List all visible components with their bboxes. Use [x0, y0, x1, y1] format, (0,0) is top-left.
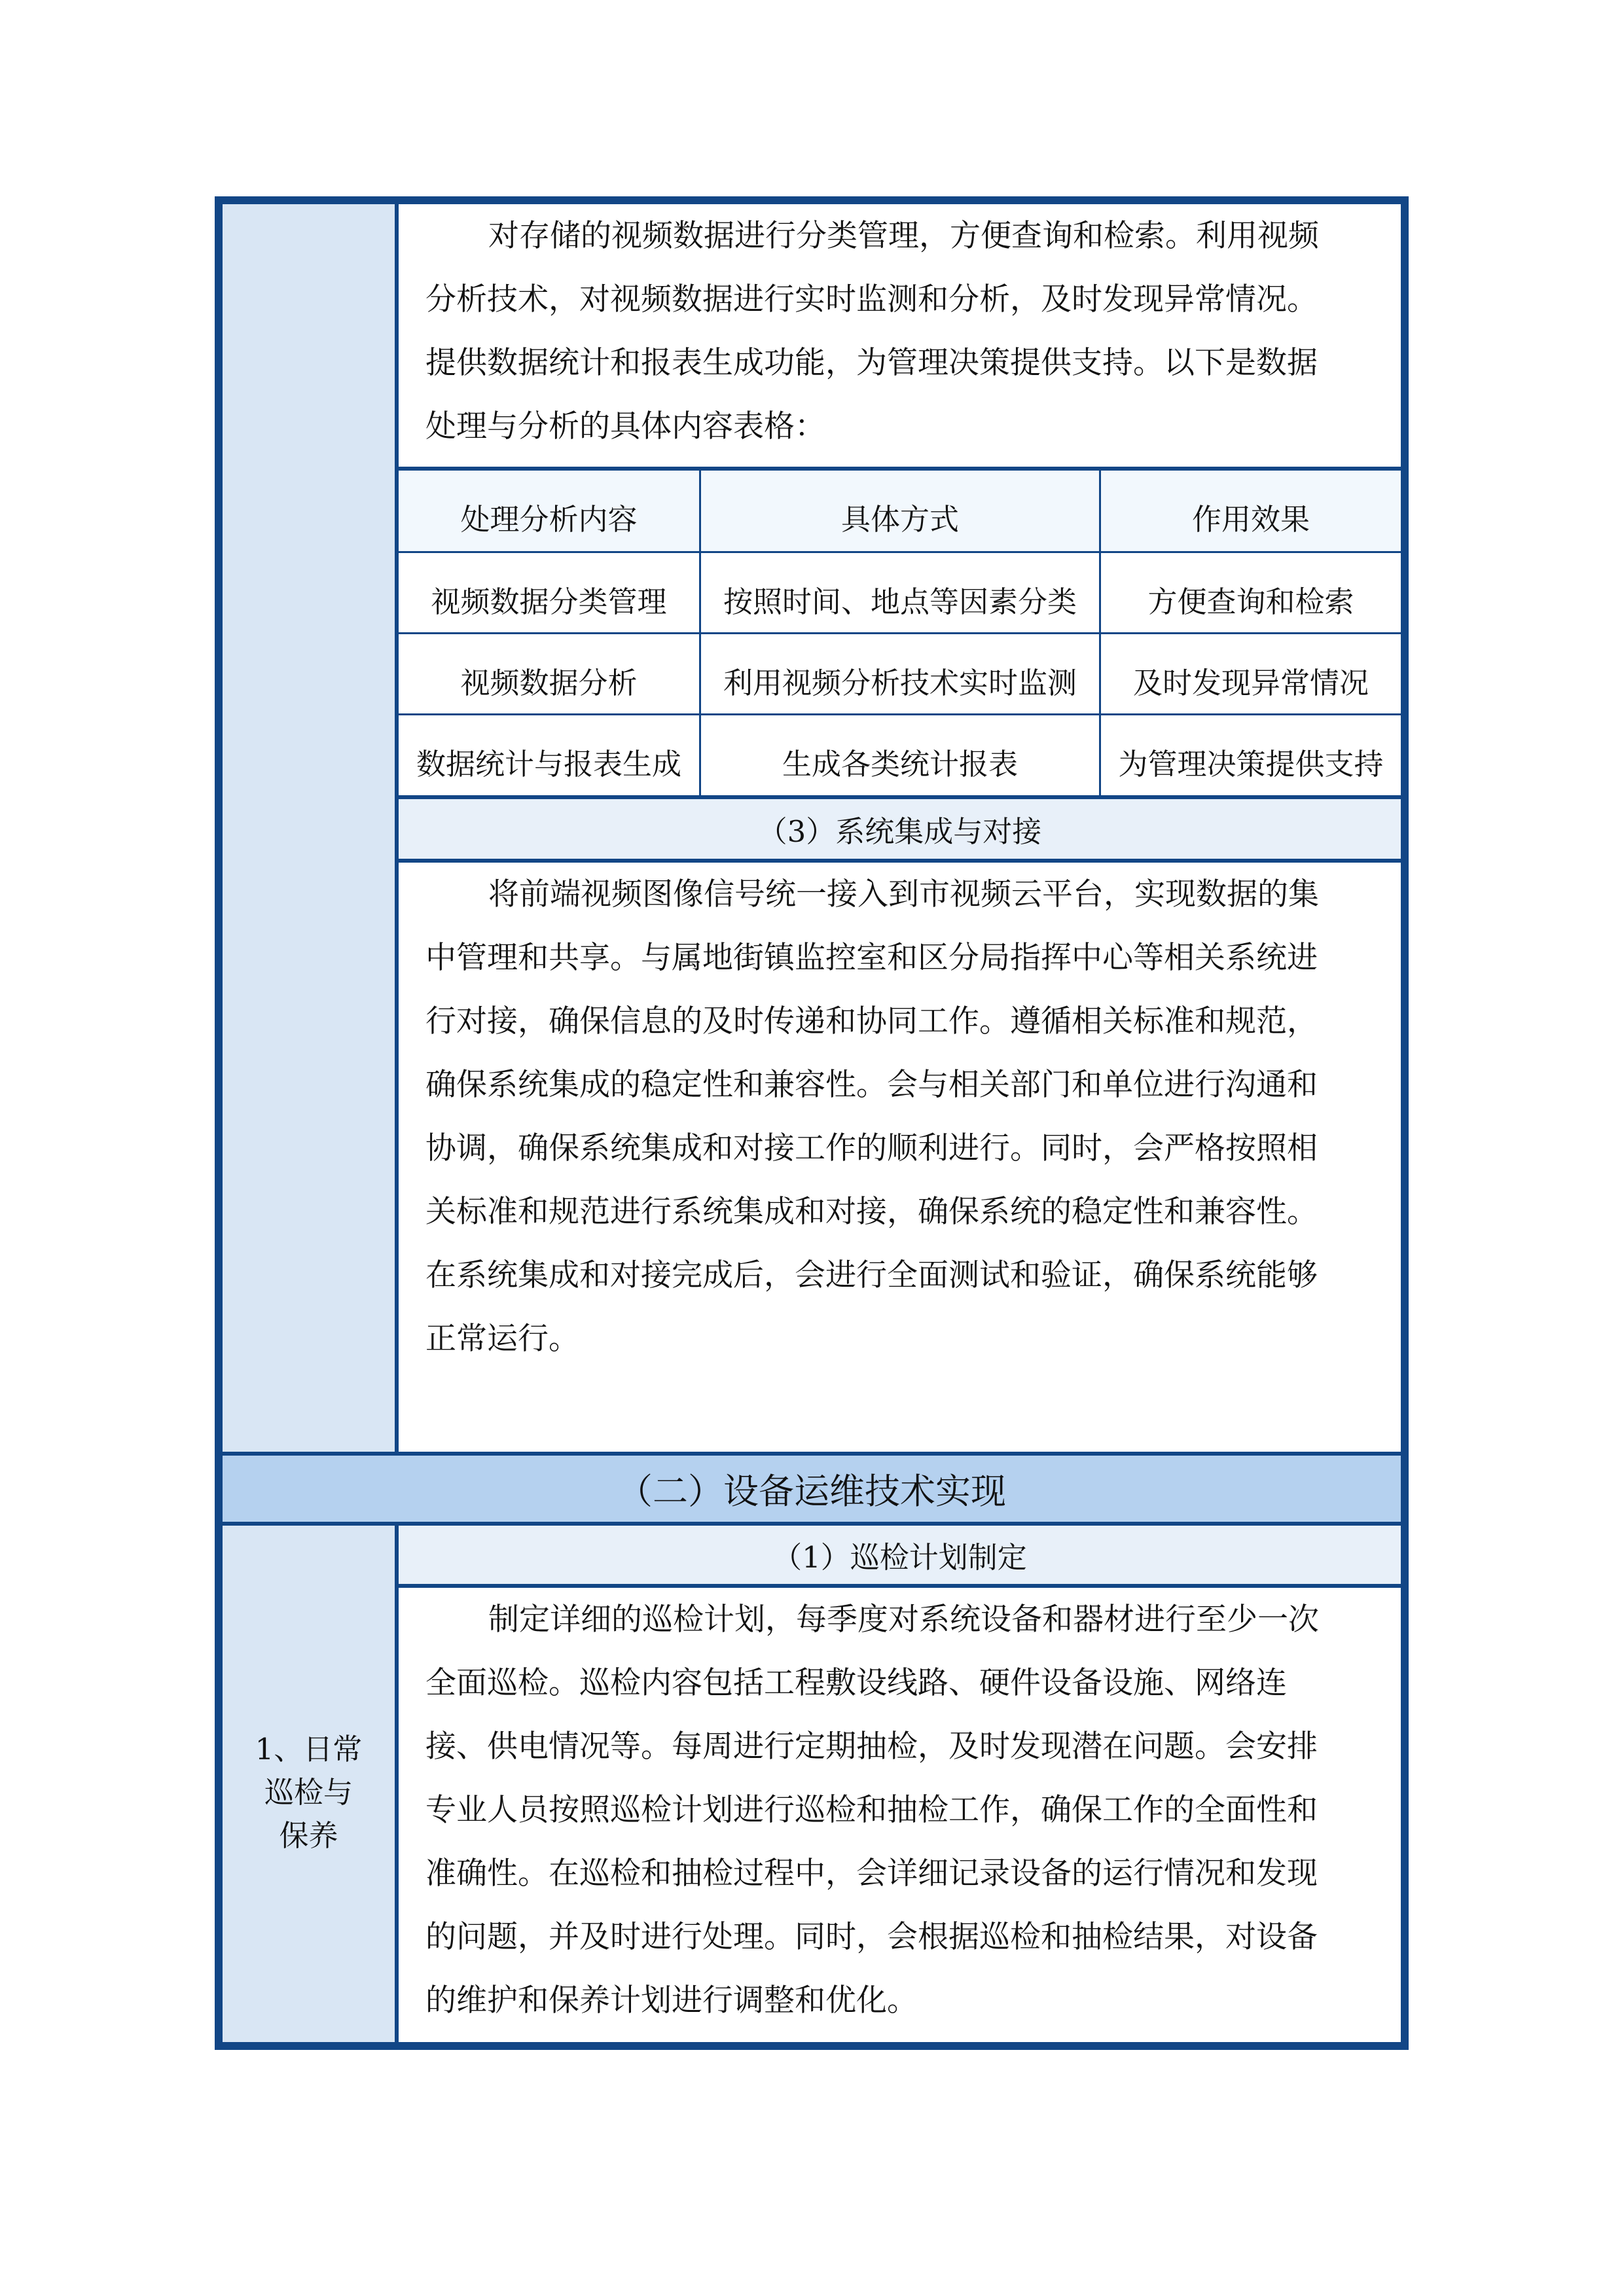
- outer-border-top: [215, 196, 1409, 204]
- table-header-cell: 具体方式: [840, 502, 959, 537]
- paragraph-line: 正常运行。: [425, 1321, 579, 1357]
- paragraph-line: 的问题，并及时进行处理。同时，会根据巡检和抽检结果，对设备: [425, 1919, 1318, 1955]
- row-label-line: 巡检与: [264, 1775, 353, 1810]
- table-cell: 数据统计与报表生成: [416, 747, 681, 781]
- row-label-line: 1、日常: [255, 1732, 363, 1767]
- paragraph-line: 提供数据统计和报表生成功能，为管理决策提供支持。以下是数据: [425, 345, 1318, 381]
- paragraph-data-processing: [425, 204, 1381, 467]
- paragraph-line: 确保系统集成的稳定性和兼容性。会与相关部门和单位进行沟通和: [425, 1067, 1318, 1103]
- left-column-upper: [223, 204, 395, 1452]
- table-cell: 利用视频分析技术实时监测: [723, 666, 1077, 700]
- paragraph-line: 分析技术，对视频数据进行实时监测和分析，及时发现异常情况。: [425, 281, 1318, 317]
- outer-border-right: [1401, 196, 1409, 2050]
- subheader-inspection-plan: （1）巡检计划制定: [399, 1526, 1401, 1584]
- left-column-divider-lower: [395, 1526, 399, 2042]
- table-cell: 及时发现异常情况: [1132, 666, 1369, 700]
- paragraph-line: 接、供电情况等。每周进行定期抽检，及时发现潜在问题。会安排: [425, 1729, 1318, 1765]
- table-header-cell: 处理分析内容: [460, 502, 638, 537]
- outer-border-bottom: [215, 2042, 1409, 2050]
- row-label-line: 保养: [279, 1818, 338, 1853]
- table-cell: 方便查询和检索: [1147, 584, 1354, 619]
- paragraph-line: 专业人员按照巡检计划进行巡检和抽检工作，确保工作的全面性和: [425, 1792, 1318, 1828]
- paragraph-line: 对存储的视频数据进行分类管理，方便查询和检索。利用视频: [488, 218, 1319, 254]
- section-title: （二）设备运维技术实现: [223, 1456, 1401, 1522]
- paragraph-line: 准确性。在巡检和抽检过程中，会详细记录设备的运行情况和发现: [425, 1856, 1318, 1892]
- table-cell: 为管理决策提供支持: [1118, 747, 1384, 781]
- paragraph-system-integration: [425, 863, 1381, 1371]
- paragraph-line: 的维护和保养计划进行调整和优化。: [425, 1982, 918, 2018]
- paragraph-line: 处理与分析的具体内容表格：: [425, 408, 825, 444]
- paragraph-line: 行对接，确保信息的及时传递和协同工作。遵循相关标准和规范，: [425, 1003, 1318, 1039]
- paragraph-line: 制定详细的巡检计划，每季度对系统设备和器材进行至少一次: [488, 1602, 1319, 1638]
- paragraph-line: 关标准和规范进行系统集成和对接，确保系统的稳定性和兼容性。: [425, 1194, 1318, 1230]
- table-cell: 生成各类统计报表: [782, 747, 1018, 781]
- paragraph-line: 协调，确保系统集成和对接工作的顺利进行。同时，会严格按照相: [425, 1130, 1318, 1166]
- table-cell: 视频数据分类管理: [431, 584, 667, 619]
- paragraph-line: 在系统集成和对接完成后，会进行全面测试和验证，确保系统能够: [425, 1257, 1318, 1293]
- row-label-daily-inspection: [223, 1728, 395, 1857]
- table-cell: 按照时间、地点等因素分类: [723, 584, 1077, 619]
- table-header-cell: 作用效果: [1191, 502, 1310, 537]
- table-cell: 视频数据分析: [460, 666, 638, 700]
- outer-border-left: [215, 196, 223, 2050]
- paragraph-inspection-plan: [425, 1588, 1381, 2032]
- paragraph-line: 将前端视频图像信号统一接入到市视频云平台，实现数据的集: [488, 876, 1319, 912]
- subheader-system-integration: （3）系统集成与对接: [399, 799, 1401, 859]
- paragraph-line: 中管理和共享。与属地街镇监控室和区分局指挥中心等相关系统进: [425, 940, 1318, 976]
- paragraph-line: 全面巡检。巡检内容包括工程敷设线路、硬件设备设施、网络连: [425, 1665, 1287, 1701]
